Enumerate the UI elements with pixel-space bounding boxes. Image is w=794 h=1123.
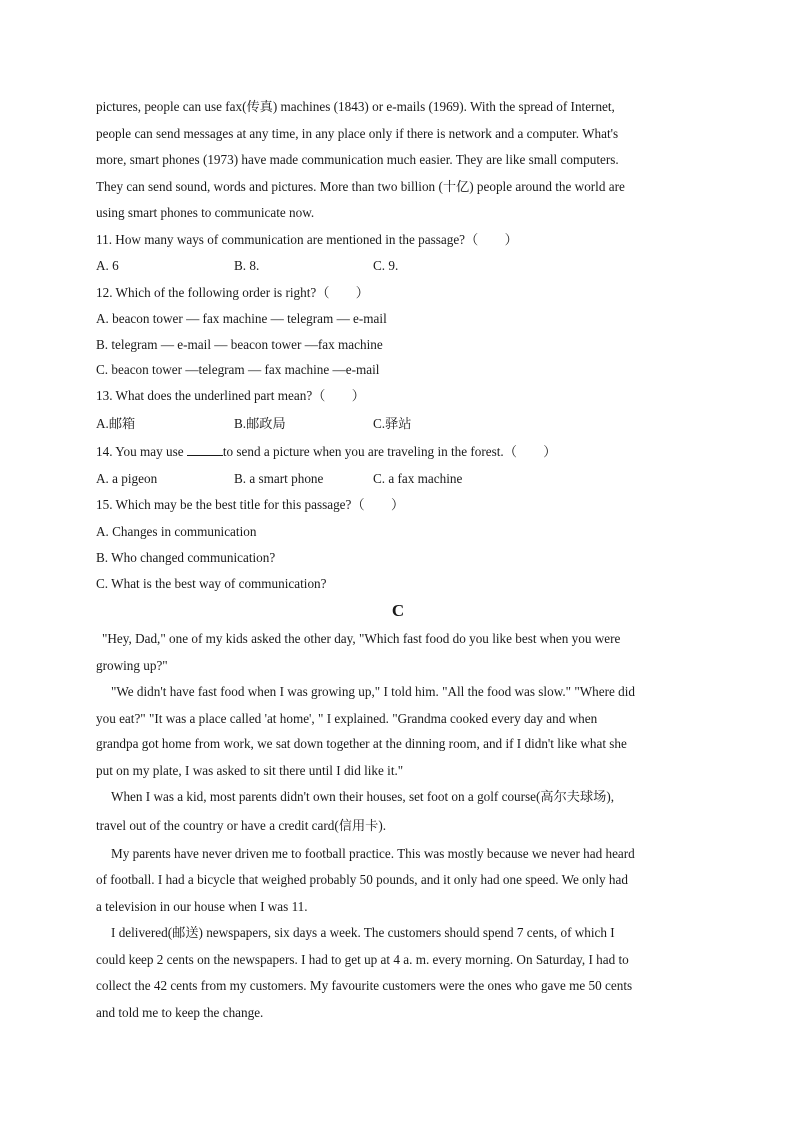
- passage-line: travel out of the country or have a credit card(信用卡).: [96, 817, 387, 833]
- option-c: C. a fax machine: [373, 470, 463, 486]
- passage-line: pictures, people can use fax(传真) machines (1843) or e-mails (1969). With the spread of Internet,: [96, 99, 615, 114]
- question-11: [96, 227, 700, 280]
- passage-line: of football. I had a bicycle that weighed probably 50 pounds, and it only had one speed. We only had: [96, 872, 628, 887]
- question-stem: [96, 439, 700, 466]
- option-b: B. telegram — e-mail — beacon tower —fax machine: [96, 336, 383, 352]
- document-page: [96, 94, 700, 1026]
- passage-line: When I was a kid, most parents didn't own their houses, set foot on a golf course(高尔夫球场),: [111, 789, 615, 804]
- passage-line: grandpa got home from work, we sat down together at the dinning room, and if I didn't like what she: [96, 736, 627, 751]
- section-heading: C: [391, 601, 405, 620]
- stem-after: to send a picture when you are traveling in the forest.（ ）: [222, 444, 557, 459]
- option-b: B. a smart phone: [234, 470, 324, 486]
- passage-line: collect the 42 cents from my customers. My favourite customers were the ones who gave me 50 cents: [96, 978, 633, 993]
- option-b: B. 8.: [234, 258, 260, 273]
- passage-line: "Hey, Dad," one of my kids asked the other day, "Which fast food do you like best when you were: [102, 631, 621, 646]
- passage-line: and told me to keep the change.: [96, 1004, 264, 1020]
- passage-line: My parents have never driven me to football practice. This was mostly because we never had heard: [111, 845, 635, 861]
- passage-line: you eat?" "It was a place called 'at home', " I explained. "Grandma cooked every day and when: [96, 710, 598, 726]
- option-a: A.邮箱: [96, 416, 136, 431]
- passage-line: growing up?": [96, 657, 168, 673]
- question-13: [96, 383, 700, 440]
- option-a: A. Changes in communication: [96, 523, 257, 539]
- passage-line: people can send messages at any time, in any place only if there is network and a computer. What's: [96, 125, 619, 141]
- option-c: C. beacon tower —telegram — fax machine —e-mail: [96, 362, 380, 377]
- passage-line: I delivered(邮送) newspapers, six days a week. The customers should spend 7 cents, of which I: [111, 925, 615, 940]
- option-c: C. 9.: [373, 258, 399, 273]
- question-stem: 13. What does the underlined part mean?（ ）: [96, 387, 365, 403]
- question-stem: 15. Which may be the best title for this passage?（ ）: [96, 497, 405, 512]
- question-options: [96, 409, 700, 439]
- passage-line: could keep 2 cents on the newspapers. I had to get up at 4 a. m. every morning. On Saturday, I had to: [96, 951, 629, 967]
- passage-line: "We didn't have fast food when I was growing up," I told him. "All the food was slow." "Where did: [111, 684, 636, 699]
- option-b: B.邮政局: [234, 416, 286, 431]
- question-stem: 12. Which of the following order is right?（ ）: [96, 284, 369, 300]
- passage-line: put on my plate, I was asked to sit there until I did like it.": [96, 762, 404, 778]
- question-options: [96, 466, 700, 493]
- passage-line: They can send sound, words and pictures. More than two billion (十亿) people around the world are: [96, 178, 625, 194]
- question-14: [96, 439, 700, 492]
- passage-b-tail: [96, 94, 700, 227]
- question-options: [96, 253, 700, 280]
- answer-blank: [187, 443, 223, 456]
- option-a: A. a pigeon: [96, 470, 158, 486]
- option-c: C. What is the best way of communication?: [96, 575, 327, 591]
- stem-before: 14. You may use: [96, 444, 187, 459]
- option-a: A. beacon tower — fax machine — telegram — e-mail: [96, 311, 387, 326]
- passage-line: more, smart phones (1973) have made communication much easier. They are like small computers.: [96, 152, 619, 167]
- option-b: B. Who changed communication?: [96, 550, 276, 565]
- passage-line: using smart phones to communicate now.: [96, 205, 315, 220]
- question-12: [96, 280, 700, 383]
- option-a: A. 6: [96, 258, 119, 273]
- passage-c: [96, 626, 700, 1026]
- option-c: C.驿站: [373, 416, 412, 431]
- question-stem: 11. How many ways of communication are mentioned in the passage?（ ）: [96, 231, 518, 247]
- passage-line: a television in our house when I was 11.: [96, 898, 308, 914]
- question-15: [96, 492, 700, 596]
